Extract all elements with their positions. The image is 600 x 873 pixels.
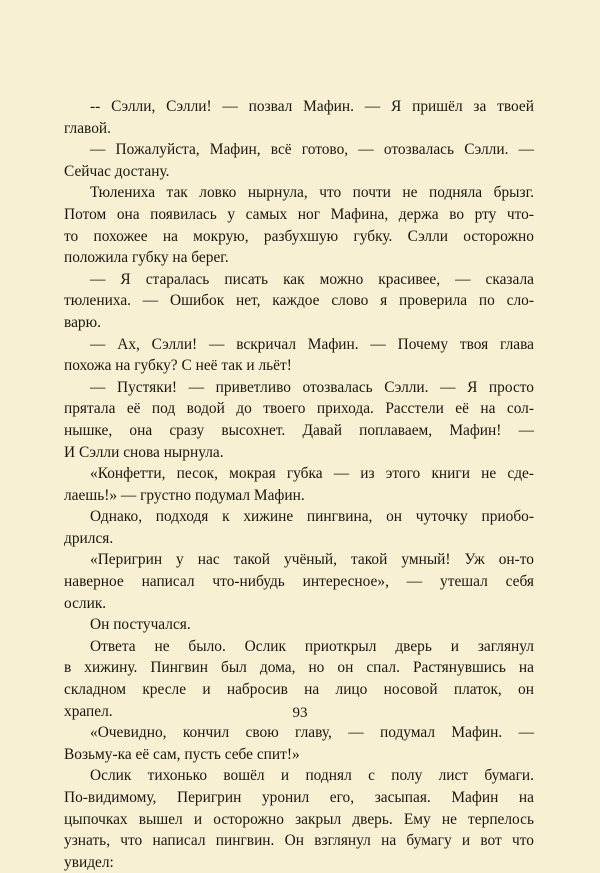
text-line: похожа на губку? С неё так и льёт! <box>64 357 292 375</box>
text-line: По-видимому, Перигрин уронил его, засыпая. Мафин на <box>64 789 534 806</box>
text-line: тюлениха. — Ошибок нет, каждое слово я проверила по сло- <box>64 292 534 310</box>
text-line: складном кресле и набросив на лицо носовой платок, он <box>64 681 534 699</box>
text-line: цыпочках вышел и осторожно закрыл дверь. Ему не терпелось <box>64 810 534 828</box>
text-line: Возьму-ка её сам, пусть себе спит!» <box>64 745 300 763</box>
text-line: Он постучался. <box>90 616 191 634</box>
text-line: «Перигрин у нас такой учёный, такой умный! Уж он-то <box>90 551 534 569</box>
text-line: — Пустяки! — приветливо отозвалась Сэлли. — Я просто <box>90 378 534 396</box>
text-line: Ослик тихонько вошёл и поднял с полу лист бумаги. <box>90 767 534 785</box>
text-line: Ответа не было. Ослик приоткрыл дверь и заглянул <box>90 637 534 655</box>
text-line: — Ах, Сэлли! — вскричал Мафин. — Почему твоя глава <box>90 335 534 353</box>
text-line: наверное написал что-нибудь интересное», — утешал себя <box>64 573 534 591</box>
text-line: положила губку на берег. <box>64 249 229 267</box>
text-line: Сейчас достану. <box>64 162 170 180</box>
text-line: дрился. <box>64 529 114 547</box>
text-line: -- Сэлли, Сэлли! — позвал Мафин. — Я пришёл за твоей <box>90 98 534 115</box>
text-line: — Я старалась писать как можно красивее, — сказала <box>90 270 534 288</box>
text-line: увидел: <box>64 853 114 871</box>
page-number: 93 <box>292 705 308 721</box>
text-line: Тюлениха так ловко нырнула, что почти не подняла брызг. <box>90 184 534 202</box>
text-line: прятала её под водой до твоего прихода. Расстели её на сол- <box>64 400 534 418</box>
text-line: главой. <box>64 119 111 137</box>
text-line: то похожее на мокрую, разбухшую губку. Сэлли осторожно <box>64 227 534 245</box>
body-text <box>64 96 534 873</box>
text-line: нышке, она сразу высохнет. Давай поплаваем, Мафин! — <box>64 421 534 439</box>
text-line: Потом она появилась у самых ног Мафина, держа во рту что- <box>64 205 534 223</box>
text-line: ослик. <box>64 594 107 612</box>
text-line: И Сэлли снова нырнула. <box>64 443 224 461</box>
text-line: — Пожалуйста, Мафин, всё готово, — отозвалась Сэлли. — <box>90 141 534 159</box>
text-line: в хижину. Пингвин был дома, но он спал. Растянувшись на <box>64 659 534 677</box>
text-line: храпел. <box>64 702 113 720</box>
text-line: лаешь!» — грустно подумал Мафин. <box>64 486 305 504</box>
text-line: Однако, подходя к хижине пингвина, он чуточку приобо- <box>90 508 534 526</box>
text-line: «Очевидно, кончил свою главу, — подумал Мафин. — <box>90 724 534 742</box>
text-line: «Конфетти, песок, мокрая губка — из этого книги не сде- <box>90 465 534 483</box>
text-line: варю. <box>64 313 101 331</box>
text-line: узнать, что написал пингвин. Он взглянул на бумагу и вот что <box>64 832 534 850</box>
